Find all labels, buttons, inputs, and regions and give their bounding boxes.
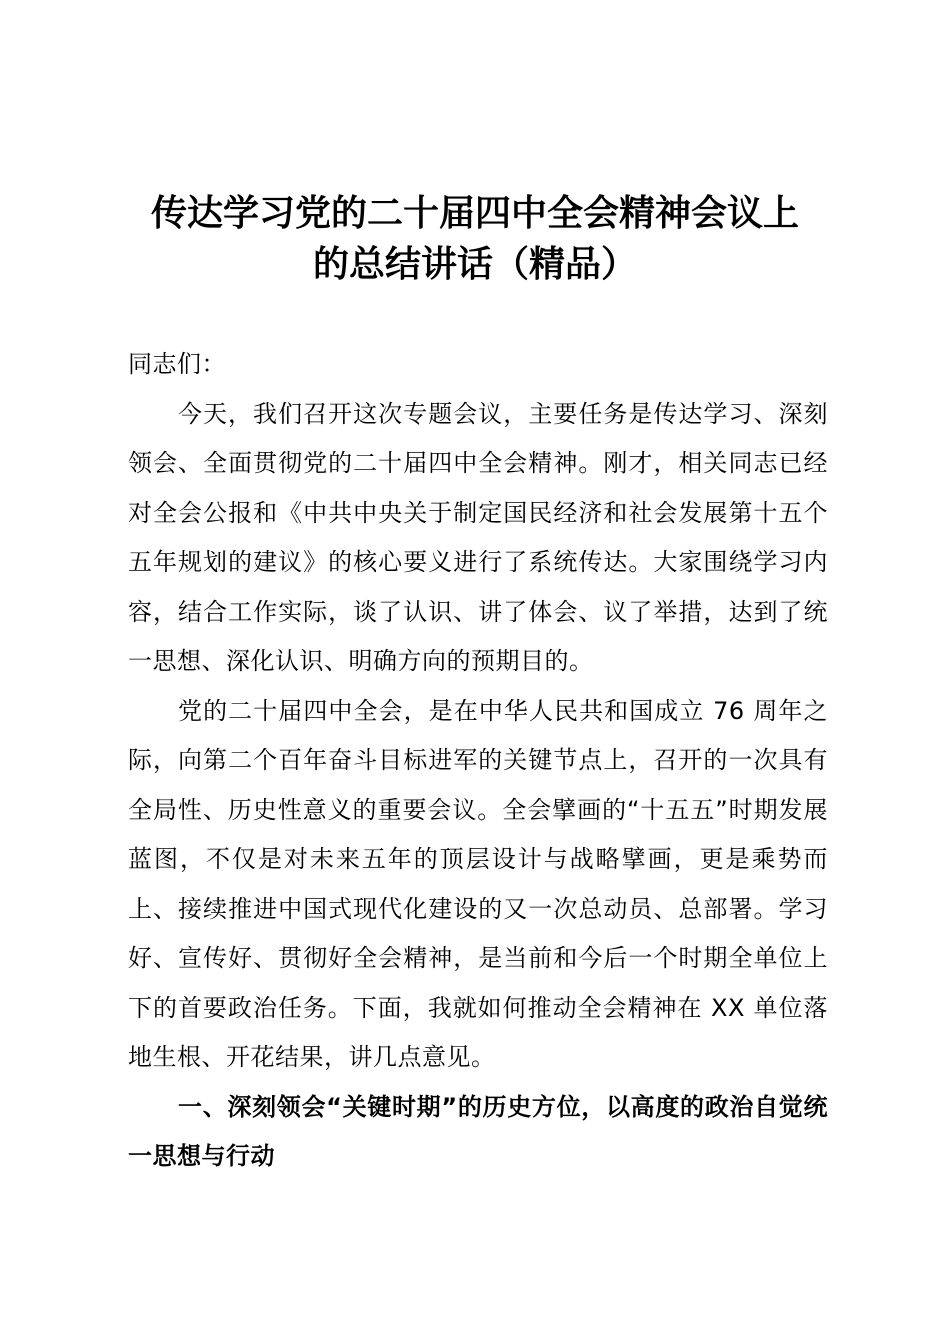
paragraph-1: 今天，我们召开这次专题会议，主要任务是传达学习、深刻领会、全面贯彻党的二十届四中全会精神。刚才，相关同志已经对全会公报和《中共中央关于制定国民经济和社会发展第十五个五年规划的建议》的核心要义进行了系统传达。大家围绕学习内容，结合工作实际，谈了认识、讲了体会、议了举措，达到了统一思想、深化认识、明确方向的预期目的。 [128, 399, 828, 675]
title-line-1: 传达学习党的二十届四中全会精神会议上 [150, 192, 799, 234]
section-heading-1: 一、深刻领会“关键时期”的历史方位，以高度的政治自觉统一思想与行动 [128, 1092, 828, 1170]
paragraph-2: 党的二十届四中全会，是在中华人民共和国成立 76 周年之际，向第二个百年奋斗目标进军的关键节点上，召开的一次具有全局性、历史性意义的重要会议。全会擘画的“十五五”时期发展蓝图，不仅是对未来五年的顶层设计与战略擘画，更是乘势而上、接续推进中国式现代化建设的又一次总动员、总部署。学习好、宣传好、贯彻好全会精神，是当前和今后一个时期全单位上下的首要政治任务。下面，我就如何推动全会精神在 XX 单位落地生根、开花结果，讲几点意见。 [128, 696, 828, 1071]
document-body [128, 340, 828, 1182]
title-line-2: 的总结讲话（精品） [312, 243, 637, 285]
document-title [110, 188, 840, 290]
salutation: 同志们： [128, 350, 226, 378]
